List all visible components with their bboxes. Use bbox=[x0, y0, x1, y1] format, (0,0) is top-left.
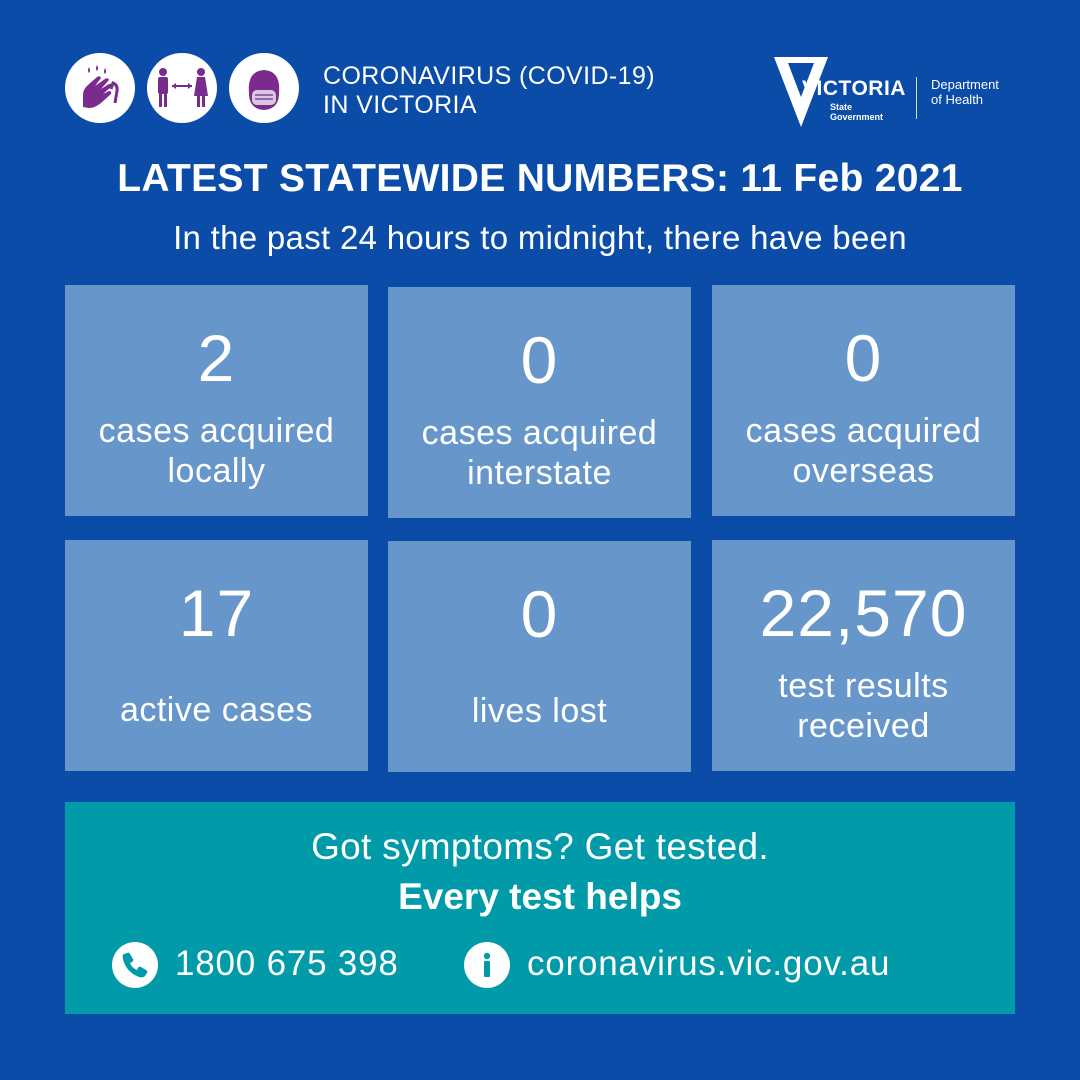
header-title-line1: CORONAVIRUS (COVID-19) bbox=[323, 62, 655, 90]
logo-word: VICTORIA bbox=[802, 77, 906, 100]
stat-card-lives-lost bbox=[388, 541, 691, 772]
header-title bbox=[323, 62, 655, 120]
stat-label: cases acquired locally bbox=[98, 412, 335, 490]
dept-line1: Department bbox=[931, 77, 999, 92]
stat-value: 0 bbox=[520, 577, 559, 651]
page-subtitle: In the past 24 hours to midnight, there have been bbox=[173, 219, 907, 256]
phone-icon bbox=[112, 942, 158, 988]
stat-value: 22,570 bbox=[759, 576, 968, 650]
logo-sub-line1: State bbox=[830, 102, 853, 112]
stat-label: cases acquired interstate bbox=[421, 414, 658, 492]
stat-value: 17 bbox=[178, 576, 255, 650]
logo-divider bbox=[916, 77, 917, 119]
cta-panel bbox=[65, 802, 1015, 1014]
page-title: LATEST STATEWIDE NUMBERS: 11 Feb 2021 bbox=[117, 157, 963, 200]
dept-line2: of Health bbox=[931, 92, 984, 107]
stat-label: test results received bbox=[778, 667, 949, 745]
department-name bbox=[931, 77, 999, 107]
stat-value: 0 bbox=[520, 323, 559, 397]
stat-card-interstate-cases bbox=[388, 287, 691, 518]
face-mask-icon bbox=[229, 53, 299, 123]
victoria-government-logo bbox=[772, 55, 1022, 130]
website-link[interactable]: coronavirus.vic.gov.au bbox=[527, 944, 891, 983]
cta-subheading: Every test helps bbox=[398, 876, 682, 917]
cta-heading: Got symptoms? Get tested. bbox=[311, 826, 769, 867]
social-distance-icon bbox=[147, 53, 217, 123]
stat-card-test-results bbox=[712, 540, 1015, 771]
handwash-icon bbox=[65, 53, 135, 123]
stat-card-overseas-cases bbox=[712, 285, 1015, 516]
stat-card-local-cases bbox=[65, 285, 368, 516]
logo-sub bbox=[830, 102, 883, 122]
phone-number-link[interactable]: 1800 675 398 bbox=[175, 944, 399, 983]
stat-card-active-cases bbox=[65, 540, 368, 771]
stat-value: 0 bbox=[844, 321, 883, 395]
header-title-line2: IN VICTORIA bbox=[323, 91, 477, 119]
stat-label: active cases bbox=[119, 691, 314, 729]
logo-sub-line2: Government bbox=[830, 112, 884, 122]
info-icon bbox=[464, 942, 510, 988]
stat-label: lives lost bbox=[471, 692, 608, 730]
stat-label: cases acquired overseas bbox=[745, 412, 982, 490]
stat-value: 2 bbox=[197, 321, 236, 395]
